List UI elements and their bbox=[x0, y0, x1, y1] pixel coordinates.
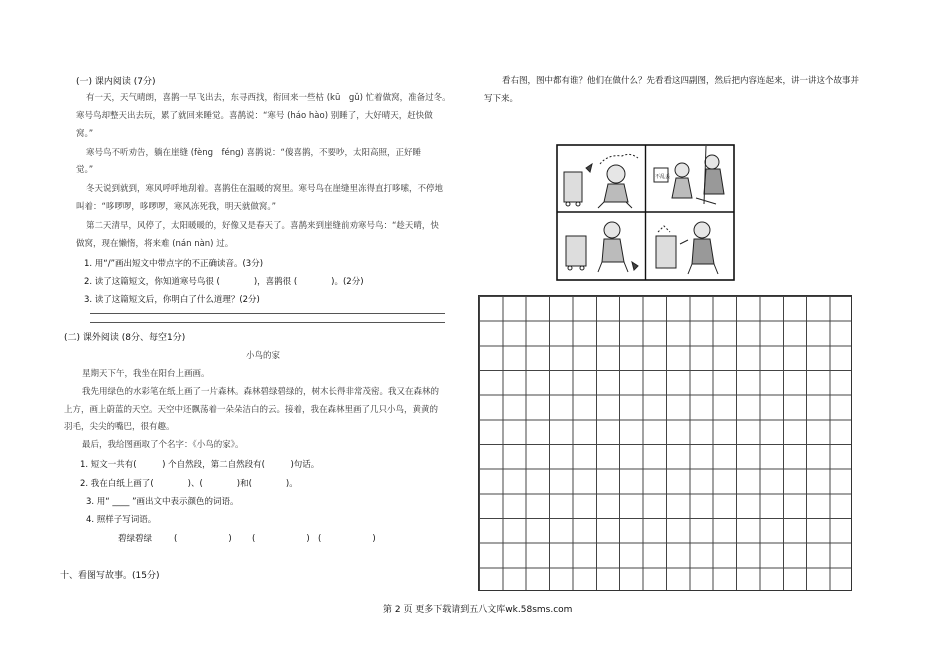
section2-question: 4. 照样子写词语。 bbox=[86, 515, 157, 525]
section1-line: 觉。” bbox=[76, 165, 94, 175]
section2-line: 最后，我给图画取了个名字：《小鸟的家》。 bbox=[82, 440, 244, 450]
section1-question: 1. 用“/”画出短文中带点字的不正确读音。(3分) bbox=[84, 259, 264, 269]
section1-line: 窝。” bbox=[76, 129, 94, 139]
section1-question: 3. 读了这篇短文后，你明白了什么道理？(2分) bbox=[84, 295, 260, 305]
word-blank[interactable]: ( ) bbox=[318, 534, 376, 544]
answer-line[interactable] bbox=[90, 322, 445, 323]
section2-line: 我先用绿色的水彩笔在纸上画了一片森林。森林碧绿碧绿的，树木长得非常茂密。我又在森林的 bbox=[82, 387, 440, 397]
example-word: 碧绿碧绿 bbox=[118, 534, 153, 544]
comic-illustration bbox=[556, 144, 735, 281]
answer-line[interactable] bbox=[90, 313, 445, 314]
word-blank[interactable]: ( ) bbox=[252, 534, 310, 544]
section2-title: (二) 课外阅读 (8分、每空1分) bbox=[64, 333, 186, 343]
writing-prompt: 写下来。 bbox=[484, 94, 519, 104]
word-blank[interactable]: ( ) bbox=[174, 534, 232, 544]
section1-line: 冬天说到就到，寒风呼呼地刮着。喜鹊住在温暖的窝里。寒号鸟在崖缝里冻得直打哆嗦，不停地 bbox=[86, 184, 444, 194]
section1-line: 做窝，现在懒惰，将来难 (nán nàn) 过。 bbox=[76, 239, 234, 249]
section2-question: 3. 用“ ____ ”画出文中表示颜色的词语。 bbox=[86, 497, 239, 507]
page-footer: 第 2 页 更多下载请到五八文库wk.58sms.com bbox=[383, 605, 573, 615]
section2-line: 上方，画上蔚蓝的天空。天空中还飘荡着一朵朵洁白的云。接着，我在森林里画了几只小鸟，黄黄的 bbox=[64, 405, 439, 415]
section1-line: 寒号鸟却整天出去玩，累了就回来睡觉。喜鹊说：“寒号 (háo hào) 别睡了，大好晴天，赶快做 bbox=[76, 111, 433, 121]
section2-question: 2. 我在白纸上画了( )、( )和( )。 bbox=[80, 479, 298, 489]
writing-prompt: 看右图，图中都有谁？他们在做什么？先看看这四副图，然后把内容连起来，讲一讲这个故事并 bbox=[502, 76, 860, 86]
section1-line: 寒号鸟不听劝告，躺在崖缝 (fèng féng) 喜鹊说：“傻喜鹊，不要吵，太阳高照，正好睡 bbox=[86, 148, 421, 158]
writing-grid[interactable] bbox=[478, 295, 852, 591]
section1-line: 叫着：“哆啰啰，哆啰啰，寒风冻死我，明天就做窝。” bbox=[76, 202, 277, 212]
section1-title: (一) 课内阅读 (7分) bbox=[76, 77, 156, 87]
comic-sign-text: 不乱丢 bbox=[655, 174, 671, 180]
section2-question: 1. 短文一共有( ) 个自然段，第二自然段有( )句话。 bbox=[80, 460, 320, 470]
section1-question: 2. 读了这篇短文，你知道寒号鸟很 ( )，喜鹊很 ( )。(2分) bbox=[84, 277, 364, 287]
section1-line: 第二天清早，风停了，太阳暖暖的，好像又是春天了。喜鹊来到崖缝前劝寒号鸟：“趁天晴，快 bbox=[86, 221, 439, 231]
section2-line: 星期天下午，我坐在阳台上画画。 bbox=[82, 369, 210, 379]
story-title: 小鸟的家 bbox=[246, 351, 281, 361]
section1-line: 有一天，天气晴朗，喜鹊一早飞出去，东寻西找，衔回来一些枯 (kū gǔ) 忙着做窝，准备过冬。 bbox=[86, 93, 451, 103]
section10-title: 十、看图写故事。(15分) bbox=[60, 571, 160, 581]
section2-line: 羽毛，尖尖的嘴巴，很有趣。 bbox=[64, 422, 175, 432]
